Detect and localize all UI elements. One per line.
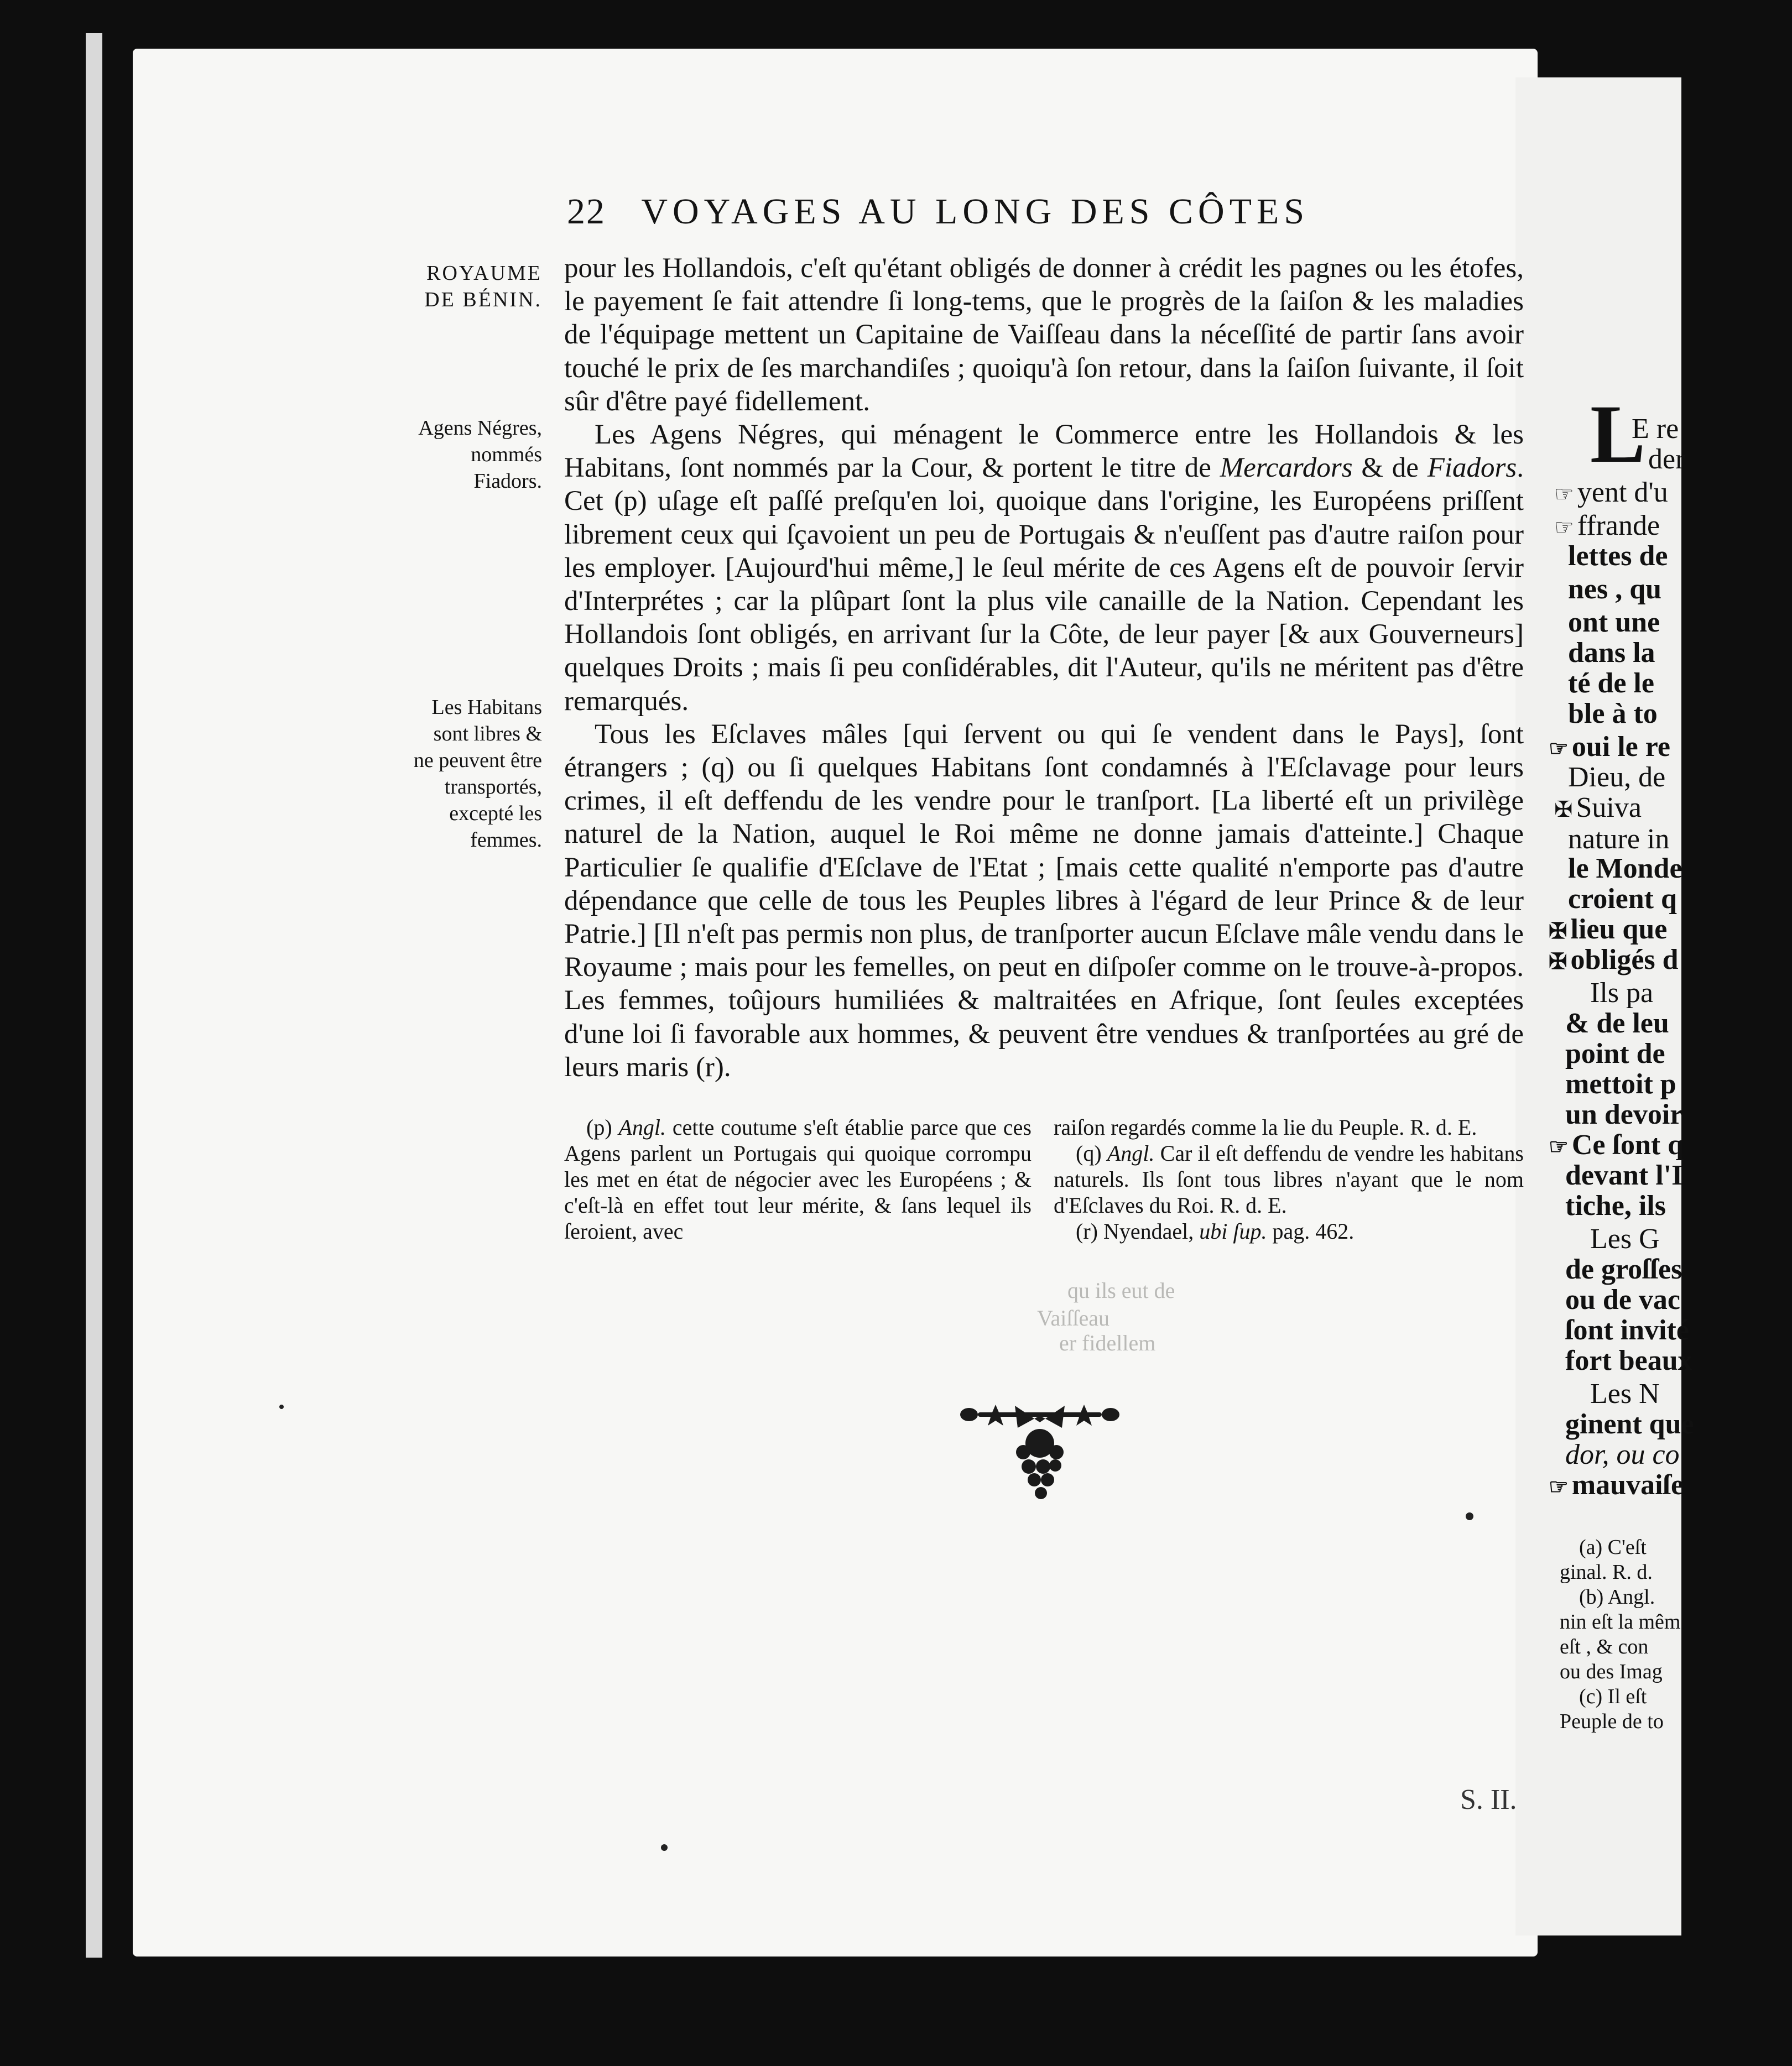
- footnote-r-ubi: ubi ſup.: [1199, 1219, 1267, 1244]
- footnote-r: [1054, 1218, 1524, 1244]
- right-line: tiche, ils: [1565, 1190, 1666, 1222]
- right-line: ble à to: [1568, 698, 1658, 729]
- right-line-text: lieu que: [1570, 914, 1668, 945]
- footnote-p-marker: (p): [586, 1115, 612, 1140]
- right-line: croient q: [1568, 883, 1677, 915]
- right-line-text: obligés d: [1570, 944, 1679, 975]
- right-line: dans la: [1568, 637, 1655, 669]
- right-page-dropcap: L: [1590, 388, 1646, 480]
- right-line-text: oui le re: [1571, 731, 1670, 763]
- footnote-r-text-a: Nyendael,: [1097, 1219, 1200, 1244]
- right-line: der: [1648, 444, 1685, 475]
- page-signature: S. II.: [1460, 1784, 1517, 1815]
- show-through-line-2: Vaiſſeau: [1037, 1306, 1110, 1331]
- paragraph-3: Tous les Eſclaves mâles [qui ſervent ou qui ſe vendent dans le Pays], ſont étrangers ; (q) ou ſi quelques Habitans ſont condamnés à l'Eſclavage pour leurs crimes, il eſt deffendu de les vendre pour le tranſport. [La liberté eſt un privilège naturel de la Nation, auquel le Roi même ne donne jamais d'atteinte.] Chaque Particulier ſe qualifie d'Eſclave de l'Etat ; [mais cette qualité n'emporte pas d'autre dépendance que celle de tous les Peuples libres à l'égard de leur Prince & de leur Patrie.] [Il n'eſt pas permis non plus, de tranſporter aucun Eſclave mâle vendu dans le Royaume ; mais pour les femelles, on peut en diſpoſer comme on le trouve-à-propos. Les femmes, toûjours humiliées & maltraitées en Afrique, ſont ſeules exceptées d'une loi ſi favorable aux hommes, & peuvent être vendues & tranſportées au gré de leurs maris (r).: [564, 718, 1524, 1083]
- right-line: té de le: [1568, 667, 1654, 699]
- footnotes-left-column: [564, 1114, 1032, 1244]
- right-line: de groſſes: [1565, 1254, 1682, 1285]
- paragraph-2-part-c: . Cet (p) uſage eſt paſſé preſqu'en loi, quoique dans l'origine, les Européens priſſent librement ceux qui ſçavoient un peu de Portugais & n'euſſent pas d'autre raiſon pour les employer. [Aujourd'hui même,] le ſeul mérite de ces Agens eſt de pouvoir ſervir d'Interprétes ; car la plûpart ſont la plus vile canaille de la Nation. Cependant les Hollandois ſont obligés, en arrivant ſur la Côte, de leur payer [& aux Gouverneurs] quelques Droits ; mais ſi peu conſidérables, dit l'Auteur, qu'ils ne méritent pas d'être remarqués.: [564, 452, 1524, 717]
- right-line: & de leu: [1565, 1008, 1669, 1039]
- right-line: Les N: [1590, 1378, 1660, 1410]
- right-footnote-line: (b) Angl.: [1579, 1585, 1655, 1609]
- right-line: Les G: [1590, 1223, 1660, 1255]
- right-line: ginent que: [1565, 1408, 1694, 1440]
- footnote-q: [1054, 1140, 1524, 1218]
- right-line-text: Ce ſont q: [1571, 1129, 1684, 1161]
- right-line: mettoit p: [1565, 1068, 1676, 1100]
- footnote-q-marker: (q): [1076, 1141, 1102, 1166]
- right-line: dor, ou co: [1565, 1439, 1680, 1470]
- right-line: devant l'I: [1565, 1160, 1683, 1191]
- main-text: [564, 252, 1524, 1084]
- footnote-q-text: Car il eſt deffendu de vendre les habitans naturels. Ils ſont tous libres n'ayant que le nom d'Eſclaves du Roi. R. d. E.: [1054, 1141, 1524, 1218]
- footnote-r-marker: (r): [1076, 1219, 1098, 1244]
- right-footnote-line: eſt , & con: [1560, 1635, 1649, 1658]
- show-through-line-1: qu ils eut de: [1067, 1278, 1175, 1303]
- right-line: point de: [1565, 1038, 1665, 1069]
- right-line: le Monde: [1568, 853, 1682, 884]
- right-footnote-line: nin eſt la mêm: [1560, 1610, 1681, 1634]
- ink-dot: [1466, 1512, 1473, 1520]
- right-line: [1549, 943, 1692, 979]
- pointing-hand-icon: ☞: [1554, 515, 1574, 540]
- cross-icon: ✠: [1549, 919, 1567, 943]
- right-line-text: Suiva: [1576, 792, 1642, 823]
- footnote-p-angl: Angl.: [618, 1115, 666, 1140]
- right-line: lettes de: [1568, 540, 1668, 572]
- right-line: ou de vac: [1565, 1284, 1680, 1316]
- right-line: ont une: [1568, 607, 1660, 638]
- margin-note-habitans: Les Habitans sont libres & ne peuvent être transportés, excepté les femmes.: [413, 696, 542, 852]
- right-line: un devoir: [1565, 1099, 1683, 1130]
- right-line: nes , qu: [1568, 573, 1662, 605]
- show-through-line-3: er fidellem: [1059, 1331, 1156, 1355]
- right-line-text: ffrande: [1577, 510, 1660, 541]
- right-line: [1549, 1468, 1692, 1504]
- running-head: [567, 191, 1485, 233]
- right-footnote-line: (a) C'eſt: [1579, 1536, 1647, 1559]
- footnote-p-continuation: raiſon regardés comme la lie du Peuple. R. d. E.: [1054, 1115, 1477, 1140]
- right-line-text: mauvaiſe: [1571, 1469, 1684, 1501]
- footnote-r-text-b: pag. 462.: [1267, 1219, 1355, 1244]
- paragraph-2: [564, 418, 1524, 718]
- paragraph-2-part-a: Les Agens Négres, qui ménagent le Commerce entre les Hollandois & les Habitans, ſont nommés par la Cour, & portent le titre de: [564, 419, 1524, 484]
- running-title: VOYAGES AU LONG DES CÔTES: [641, 191, 1310, 232]
- right-line: E re: [1632, 413, 1679, 445]
- pointing-hand-icon: ☞: [1549, 1474, 1569, 1499]
- right-line-text: yent d'u: [1577, 477, 1668, 508]
- footnote-p: [564, 1114, 1032, 1244]
- right-line: ſont invité: [1565, 1314, 1689, 1346]
- right-line: [1554, 791, 1698, 827]
- right-line: [1554, 476, 1698, 512]
- right-footnote-line: (c) Il eſt: [1579, 1685, 1647, 1708]
- right-footnote-line: Peuple de to: [1560, 1710, 1664, 1733]
- right-line: Dieu, de: [1568, 761, 1666, 793]
- footnote-q-angl: Angl.: [1107, 1141, 1155, 1166]
- right-line: Ils pa: [1590, 977, 1654, 1009]
- term-fiadors: Fiadors: [1427, 452, 1517, 484]
- cross-icon: ✠: [1554, 797, 1573, 822]
- pointing-hand-icon: ☞: [1549, 1134, 1569, 1159]
- term-mercardors: Mercardors: [1220, 452, 1353, 484]
- right-line: fort beaux: [1565, 1345, 1692, 1376]
- cross-icon: ✠: [1549, 949, 1567, 974]
- footnote-p-text: cette coutume s'eſt établie parce que ces Agens parlent un Portugais qui quoique corrompu les met en état de négocier avec les Européens ; & c'eſt-là en effet tout leur mérite, & ſans lequel ils ſeroient, avec: [564, 1115, 1032, 1244]
- right-footnote-line: ou des Imag: [1560, 1660, 1663, 1683]
- footnotes-right-column: [1054, 1114, 1524, 1244]
- paragraph-2-part-b: & de: [1352, 452, 1428, 484]
- right-footnote-line: ginal. R. d.: [1560, 1561, 1653, 1584]
- left-page-edge: [86, 33, 102, 1958]
- margin-note-agens: Agens Négres, nommés Fiadors.: [418, 416, 542, 493]
- ink-dot: [661, 1844, 668, 1851]
- paragraph-1: pour les Hollandois, c'eſt qu'étant obligés de donner à crédit les pagnes ou les étofes, le payement ſe fait attendre ſi long-tems, que le progrès de la ſaiſon & les maladies de l'équipage mettent un Capitaine de Vaiſſeau dans la néceſſité de partir ſans avoir touché le prix de ſes marchandiſes ; quoiqu'à ſon retour, dans la ſaiſon ſuivante, il ſoit sûr d'être payé fidellement.: [564, 253, 1524, 417]
- ink-dot: [279, 1405, 284, 1409]
- vine-ornament-icon: [957, 1399, 1123, 1510]
- right-line: nature in: [1568, 823, 1670, 855]
- page-number: 22: [567, 191, 606, 232]
- pointing-hand-icon: ☞: [1549, 736, 1569, 761]
- margin-note-royaume: ROYAUME DE BÉNIN.: [424, 262, 542, 311]
- pointing-hand-icon: ☞: [1554, 482, 1574, 507]
